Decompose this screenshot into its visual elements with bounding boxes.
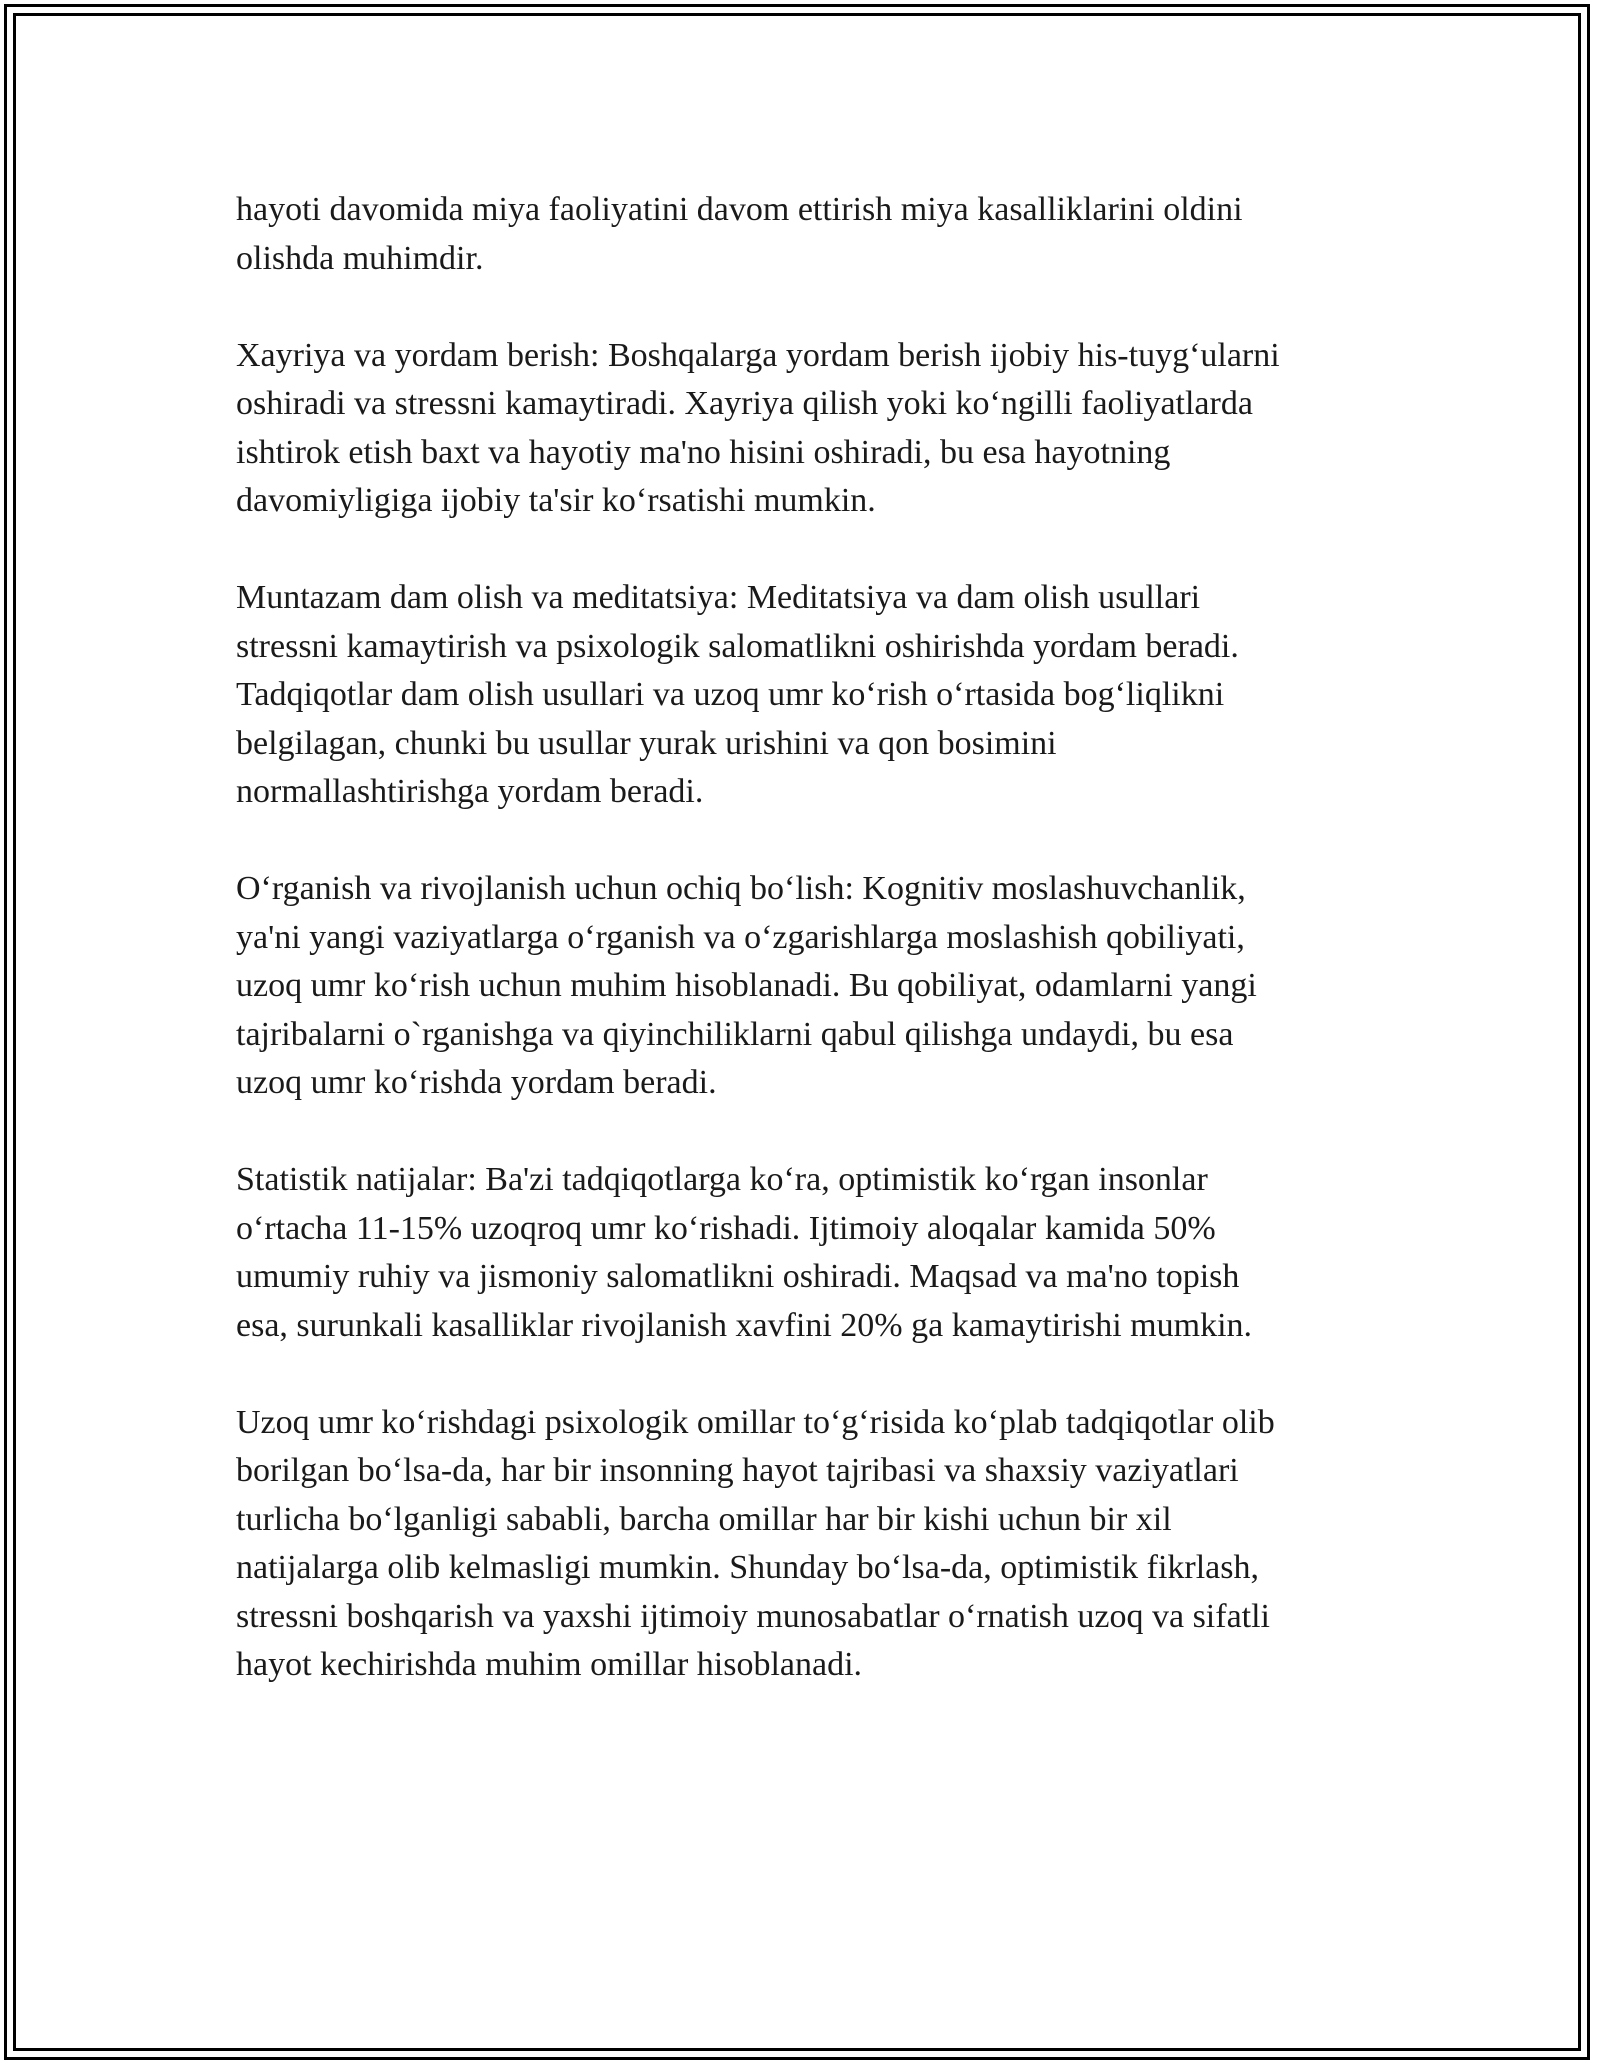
text-line: O‘rganish va rivojlanish uchun ochiq bo‘lish: Kognitiv moslashuvchanlik,: [236, 870, 1246, 907]
text-line: Tadqiqotlar dam olish usullari va uzoq umr ko‘rish o‘rtasida bog‘liqlikni: [236, 676, 1225, 713]
text-line: turlicha bo‘lganligi sababli, barcha omillar har bir kishi uchun bir xil: [236, 1500, 1172, 1538]
paragraph-conclusion: [236, 1399, 1396, 1690]
text-line: borilgan bo‘lsa-da, har bir insonning hayot tajribasi va shaxsiy vaziyatlari: [236, 1452, 1239, 1489]
text-line: esa, surunkali kasalliklar rivojlanish xavfini 20% ga kamaytirishi mumkin.: [236, 1306, 1253, 1344]
text-line: Uzoq umr ko‘rishdagi psixologik omillar to‘g‘risida ko‘plab tadqiqotlar olib: [236, 1403, 1275, 1441]
text-line: umumiy ruhiy va jismoniy salomatlikni oshiradi. Maqsad va ma'no topish: [236, 1258, 1240, 1295]
paragraph-charity: [236, 332, 1396, 526]
text-line: Statistik natijalar: Ba'zi tadqiqotlarga ko‘ra, optimistik ko‘rgan insonlar: [236, 1161, 1208, 1198]
text-line: uzoq umr ko‘rishda yordam beradi.: [236, 1064, 717, 1101]
paragraph-learning: [236, 865, 1396, 1108]
text-line: Muntazam dam olish va meditatsiya: Meditatsiya va dam olish usullari: [236, 579, 1201, 616]
text-line: normallashtirishga yordam beradi.: [236, 773, 704, 810]
text-line: o‘rtacha 11-15% uzoqroq umr ko‘rishadi. Ijtimoiy aloqalar kamida 50%: [236, 1209, 1216, 1247]
text-line: belgilagan, chunki bu usullar yurak urishini va qon bosimini: [236, 724, 1057, 762]
text-line: tajribalarni o`rganishga va qiyinchiliklarni qabul qilishga undaydi, bu esa: [236, 1015, 1234, 1053]
text-line: ya'ni yangi vaziyatlarga o‘rganish va o‘zgarishlarga moslashish qobiliyati,: [236, 918, 1245, 956]
paragraph-statistics: [236, 1156, 1396, 1350]
document-body: [236, 186, 1396, 1738]
text-line: ishtirok etish baxt va hayotiy ma'no hisini oshiradi, bu esa hayotning: [236, 433, 1171, 471]
paragraph-meditation: [236, 574, 1396, 817]
paragraph-brain-activity: [236, 186, 1396, 283]
text-line: Xayriya va yordam berish: Boshqalarga yordam berish ijobiy his-tuyg‘ularni: [236, 336, 1280, 374]
text-line: stressni kamaytirish va psixologik salomatlikni oshirishda yordam beradi.: [236, 627, 1239, 665]
text-line: hayot kechirishda muhim omillar hisoblanadi.: [236, 1646, 863, 1683]
text-line: stressni boshqarish va yaxshi ijtimoiy munosabatlar o‘rnatish uzoq va sifatli: [236, 1597, 1270, 1635]
text-line: natijalarga olib kelmasligi mumkin. Shunday bo‘lsa-da, optimistik fikrlash,: [236, 1549, 1260, 1586]
text-line: davomiyligiga ijobiy ta'sir ko‘rsatishi mumkin.: [236, 482, 876, 519]
text-line: uzoq umr ko‘rish uchun muhim hisoblanadi. Bu qobiliyat, odamlarni yangi: [236, 967, 1257, 1004]
text-line: oshiradi va stressni kamaytiradi. Xayriya qilish yoki ko‘ngilli faoliyatlarda: [236, 385, 1253, 422]
text-line: hayoti davomida miya faoliyatini davom ettirish miya kasalliklarini oldini: [236, 191, 1243, 228]
text-line: olishda muhimdir.: [236, 239, 484, 277]
